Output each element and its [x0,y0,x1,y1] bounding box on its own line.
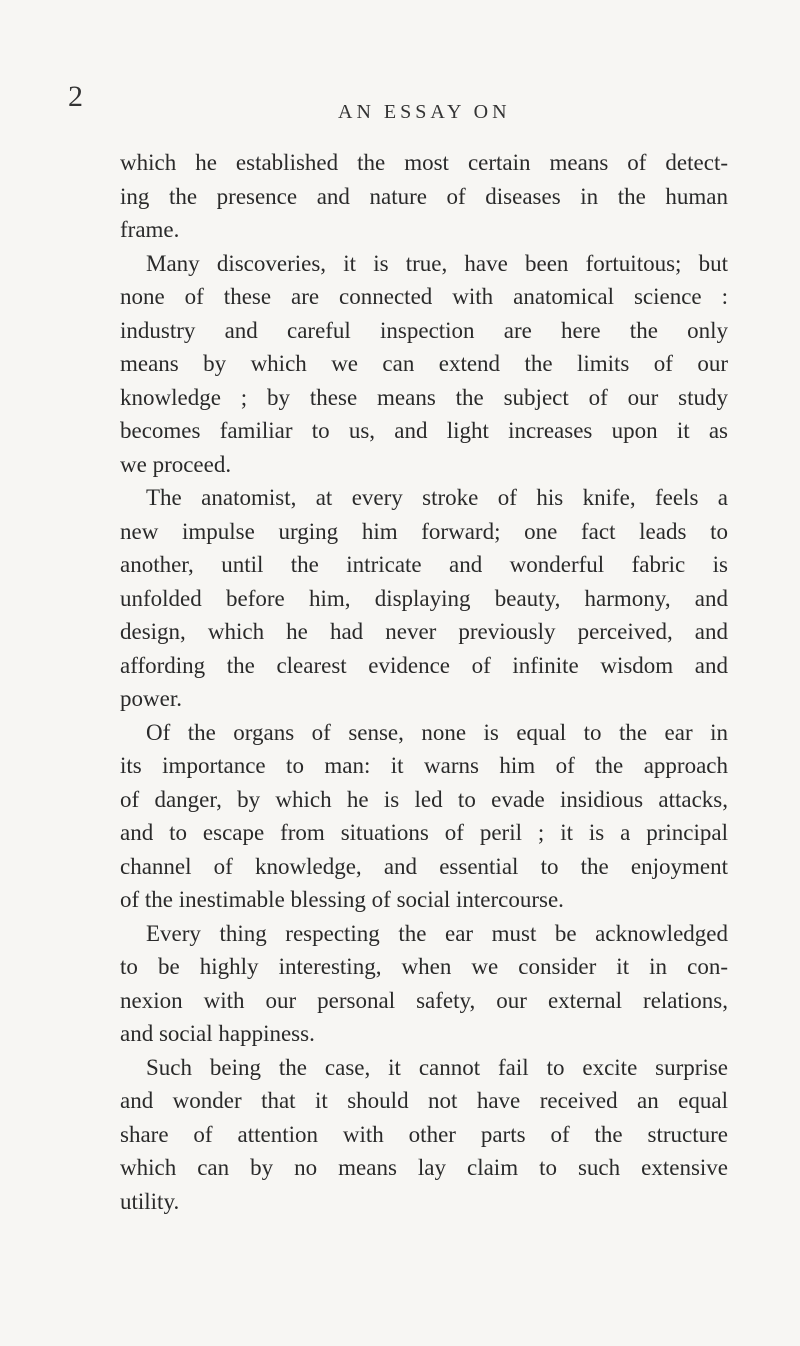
text-line: power. [120,686,182,711]
text-line: frame. [120,217,180,242]
text-line: we proceed. [120,451,232,477]
text-line: Every thing respecting the ear must be acknowledged [146,920,728,946]
text-line: which can by no means lay claim to such extensive [120,1155,728,1180]
text-line: Of the organs of sense, none is equal to the ear in [146,719,728,745]
body-text [120,146,728,1218]
text-line: share of attention with other parts of the structure [120,1121,728,1147]
text-line: unfolded before him, displaying beauty, harmony, and [120,585,728,611]
text-line: The anatomist, at every stroke of his knife, feels a [146,485,728,510]
text-line: Many discoveries, it is true, have been fortuitous; but [146,250,728,276]
text-line: none of these are connected with anatomical science : [120,284,728,309]
text-line: new impulse urging him forward; one fact leads to [120,518,728,544]
text-line: of danger, by which he is led to evade insidious attacks, [120,786,728,812]
text-line: design, which he had never previously perceived, and [120,619,728,644]
page-number: 2 [68,80,83,113]
running-head: AN ESSAY ON [338,101,511,123]
text-line: ing the presence and nature of diseases in the human [120,183,728,209]
text-line: channel of knowledge, and essential to the enjoyment [120,853,728,879]
text-line: becomes familiar to us, and light increases upon it as [120,418,728,443]
text-line: industry and careful inspection are here the only [120,317,728,343]
text-line: and wonder that it should not have received an equal [120,1088,728,1113]
text-line: another, until the intricate and wonderful fabric is [120,552,728,577]
text-line: and social happiness. [120,1021,315,1046]
text-line: its importance to man: it warns him of the approach [120,753,728,778]
text-line: and to escape from situations of peril ; it is a principal [120,820,728,845]
text-line: which he established the most certain means of detect- [120,150,728,175]
text-line: affording the clearest evidence of infinite wisdom and [120,652,728,678]
text-line: of the inestimable blessing of social intercourse. [120,887,564,912]
text-line: knowledge ; by these means the subject of our study [120,384,728,410]
text-line: Such being the case, it cannot fail to excite surprise [146,1054,728,1080]
text-line: to be highly interesting, when we consider it in con- [120,954,728,979]
text-line: utility. [120,1188,180,1214]
text-line: nexion with our personal safety, our external relations, [120,987,728,1013]
text-line: means by which we can extend the limits of our [120,351,728,376]
